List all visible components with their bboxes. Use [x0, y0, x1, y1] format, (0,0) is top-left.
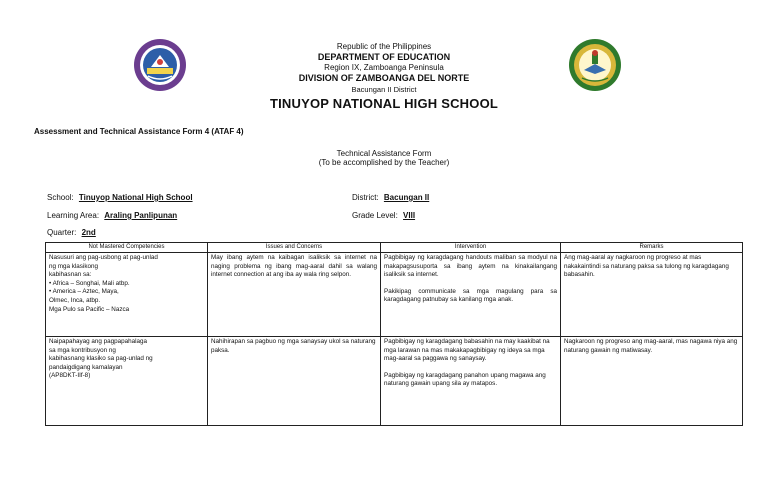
grade-level-field	[352, 211, 415, 220]
competency-line: sa mga kontribusyon ng	[49, 346, 116, 354]
competency-line: • Africa – Songhai, Mali atbp.	[49, 279, 130, 287]
intervention-paragraph: Pagbibigay ng karagdagang babasahin na may kaakibat na mga larawan na mas makakapagbibigay ng ideya sa mga mag-aaral sa paggawa ng sanaysay.	[384, 338, 550, 363]
issues-cell: May ibang aytem na kaibagan isaliksik sa internet na naging problema ng ibang mag-aaral dahil sa walang internet connection at ang iba ay wala ring selpon.	[208, 253, 381, 337]
learning-area-value: Araling Panlipunan	[104, 211, 178, 220]
district-value: Bacungan II	[383, 193, 430, 202]
intervention-cell	[381, 337, 561, 426]
column-header: Not Mastered Competencies	[46, 243, 208, 253]
header-republic: Republic of the Philippines	[336, 42, 432, 51]
learning-area-label: Learning Area:	[47, 211, 100, 220]
header-district: Bacungan II District	[351, 85, 417, 94]
quarter-field	[47, 228, 96, 237]
issues-cell: Nahihirapan sa pagbuo ng mga sanaysay ukol sa naturang paksa.	[208, 337, 381, 426]
column-header: Remarks	[561, 243, 743, 253]
intervention-paragraph: Pakikipag communicate sa mga magulang para sa karagdagang patnubay sa kanilang mga anak.	[384, 287, 557, 304]
competency-line: Naipapahayag ang pagpapahalaga	[49, 338, 148, 345]
competency-line: Nasusuri ang pag-usbong at pag-unlad	[49, 254, 158, 261]
intervention-paragraph: Pagbibigay ng karagdagang handouts maliban sa modyul na makapagsusuporta sa ibang aytem na kinakailangang isaliksik sa internet.	[384, 254, 557, 279]
table-row	[46, 337, 743, 426]
district-label: District:	[352, 193, 379, 202]
column-header: Issues and Concerns	[208, 243, 381, 253]
technical-assistance-table	[45, 242, 743, 426]
header-school-name: TINUYOP NATIONAL HIGH SCHOOL	[269, 96, 499, 111]
quarter-label: Quarter:	[47, 228, 77, 237]
intervention-paragraph: Pagbibigay ng karagdagang panahon upang magawa ang naturang gawain upang sila ay matapos.	[384, 371, 546, 388]
competency-line: • America – Aztec, Maya,	[49, 288, 119, 296]
learning-area-field	[47, 211, 177, 220]
table-header-row	[46, 243, 743, 253]
form-title: Technical Assistance Form	[336, 149, 432, 158]
grade-level-label: Grade Level:	[352, 211, 398, 220]
header-department: DEPARTMENT OF EDUCATION	[317, 52, 451, 62]
table-row	[46, 253, 743, 337]
intervention-cell	[381, 253, 561, 337]
grade-level-value: VIII	[403, 211, 416, 220]
competency-line: Olmec, Inca, atbp.	[49, 296, 101, 304]
competency-line: (AP8DKT-IIf-8)	[49, 372, 91, 380]
competency-line: kabihasnang klasiko sa pag-unlad ng	[49, 355, 153, 363]
competency-line: pandaigdigang kamalayan	[49, 363, 123, 371]
remarks-cell: Nagkaroon ng progreso ang mag-aaral, mas nagawa niya ang naturang gawain ng matiwasay.	[561, 337, 743, 426]
competencies-cell	[46, 337, 208, 426]
school-label: School:	[47, 193, 74, 202]
competencies-cell	[46, 253, 208, 337]
form-subtitle: (To be accomplished by the Teacher)	[318, 158, 450, 167]
form-name: Assessment and Technical Assistance Form 4 (ATAF 4)	[34, 127, 244, 136]
header-region: Region IX, Zamboanga Peninsula	[324, 63, 444, 72]
school-value: Tinuyop National High School	[78, 193, 193, 202]
school-field	[47, 193, 193, 202]
header-division: DIVISION OF ZAMBOANGA DEL NORTE	[298, 73, 470, 83]
competency-line: Mga Pulo sa Pacific – Nazca	[49, 305, 130, 313]
quarter-value: 2nd	[81, 228, 96, 237]
competency-line: kabihasnan sa:	[49, 271, 92, 279]
remarks-cell: Ang mag-aaral ay nagkaroon ng progreso at mas nakakaintindi sa naturang paksa sa tulong ng karagdagang babasahin.	[561, 253, 743, 337]
competency-line: ng mga klasikong	[49, 262, 99, 270]
column-header: Intervention	[381, 243, 561, 253]
district-field	[352, 193, 429, 202]
